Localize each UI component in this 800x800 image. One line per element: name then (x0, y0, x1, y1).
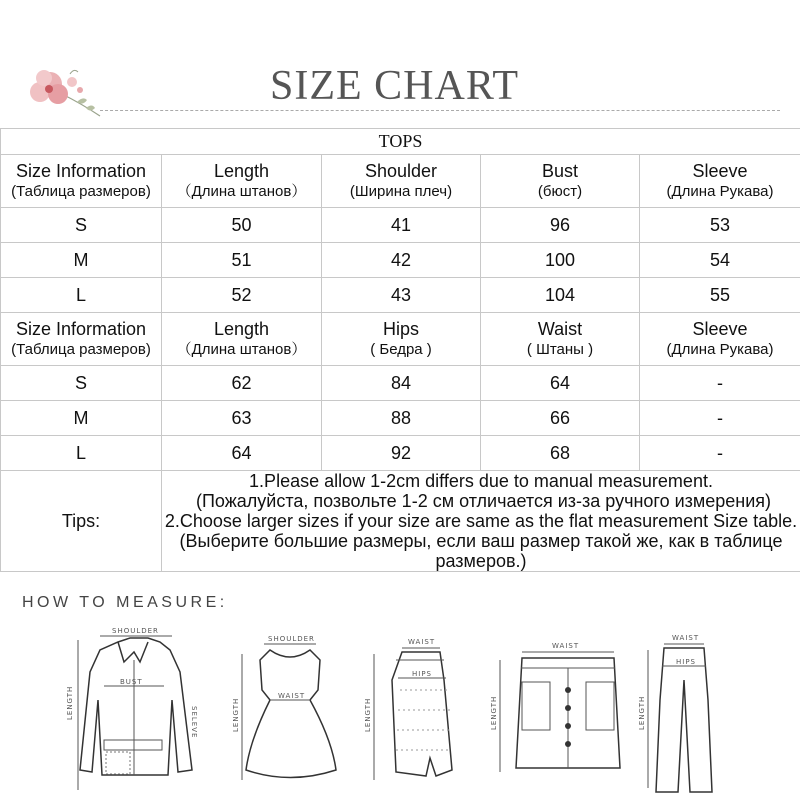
tips-label: Tips: (1, 471, 162, 572)
table-row (1, 208, 800, 243)
title-divider (100, 110, 780, 111)
tips-text (162, 471, 800, 572)
pants-diagram-icon (638, 634, 712, 792)
how-to-measure-heading: HOW TO MEASURE: (22, 594, 228, 611)
value-cell: - (640, 436, 800, 471)
value-cell: 52 (162, 278, 322, 313)
page-title: SIZE CHART (270, 63, 519, 109)
size-cell: S (1, 208, 162, 243)
value-cell: 63 (162, 401, 322, 436)
shorts-waist-label: WAIST (552, 642, 580, 650)
measurement-diagrams (0, 620, 800, 800)
jacket-length-label: LENGTH (66, 685, 74, 720)
value-cell: 51 (162, 243, 322, 278)
flower-decoration-icon (22, 64, 104, 120)
skirt-waist-label: WAIST (408, 638, 436, 646)
tip-line: (Пожалуйста, позвольте 1-2 см отличается из-за ручного измерения) (190, 491, 772, 511)
dress-diagram-icon (232, 635, 336, 780)
table-row (1, 278, 800, 313)
tips-row (1, 471, 800, 572)
value-cell: 68 (481, 436, 640, 471)
header-cell: Size Information (Таблица размеров) (1, 313, 162, 366)
header-cell: Sleeve (Длина Рукава) (640, 313, 800, 366)
section-title: TOPS (1, 129, 800, 155)
jacket-sleeve-label: SELEVE (190, 706, 198, 739)
value-cell: 54 (640, 243, 800, 278)
size-cell: M (1, 401, 162, 436)
skirt-diagram-icon (364, 638, 452, 780)
header-cell: Bust (бюст) (481, 155, 640, 208)
header-cell: Size Information (Таблица размеров) (1, 155, 162, 208)
value-cell: 104 (481, 278, 640, 313)
tip-line: (Выберите большие размеры, если ваш размер такой же, как в таблице размеров.) (179, 531, 783, 571)
table-row (1, 243, 800, 278)
header-cell: Sleeve (Длина Рукава) (640, 155, 800, 208)
tip-line: 2.Choose larger sizes if your size are same as the flat measurement Size table. (164, 511, 798, 531)
table-row (1, 366, 800, 401)
skirt-length-label: LENGTH (364, 697, 372, 732)
table-header-row (1, 155, 800, 208)
value-cell: 55 (640, 278, 800, 313)
value-cell: - (640, 366, 800, 401)
pants-length-label: LENGTH (638, 695, 646, 730)
value-cell: 50 (162, 208, 322, 243)
size-cell: S (1, 366, 162, 401)
size-cell: L (1, 436, 162, 471)
header-cell: Shoulder (Ширина плеч) (322, 155, 481, 208)
value-cell: 66 (481, 401, 640, 436)
value-cell: 84 (322, 366, 481, 401)
value-cell: 53 (640, 208, 800, 243)
size-cell: L (1, 278, 162, 313)
shorts-diagram-icon (490, 642, 620, 772)
header (0, 0, 800, 125)
pants-hips-label: HIPS (676, 658, 696, 666)
value-cell: 41 (322, 208, 481, 243)
header-cell: Length （Длина штанов） (162, 313, 322, 366)
value-cell: 100 (481, 243, 640, 278)
value-cell: 92 (322, 436, 481, 471)
size-cell: M (1, 243, 162, 278)
skirt-hips-label: HIPS (412, 670, 432, 678)
value-cell: 88 (322, 401, 481, 436)
dress-waist-label: WAIST (278, 692, 306, 700)
header-cell: Waist ( Штаны ) (481, 313, 640, 366)
value-cell: 64 (481, 366, 640, 401)
header-cell: Length （Длина штанов） (162, 155, 322, 208)
pants-waist-label: WAIST (672, 634, 700, 642)
value-cell: - (640, 401, 800, 436)
value-cell: 62 (162, 366, 322, 401)
shorts-length-label: LENGTH (490, 695, 498, 730)
value-cell: 64 (162, 436, 322, 471)
table-row (1, 436, 800, 471)
size-chart-table (0, 128, 800, 572)
value-cell: 43 (322, 278, 481, 313)
table-header-row (1, 313, 800, 366)
value-cell: 42 (322, 243, 481, 278)
table-row (1, 401, 800, 436)
header-cell: Hips ( Бедра ) (322, 313, 481, 366)
jacket-bust-label: BUST (120, 678, 143, 686)
jacket-diagram-icon (66, 627, 198, 790)
tip-line: 1.Please allow 1-2cm differs due to manual measurement. (249, 471, 713, 491)
jacket-shoulder-label: SHOULDER (112, 627, 159, 635)
dress-shoulder-label: SHOULDER (268, 635, 315, 643)
value-cell: 96 (481, 208, 640, 243)
dress-length-label: LENGTH (232, 697, 240, 732)
